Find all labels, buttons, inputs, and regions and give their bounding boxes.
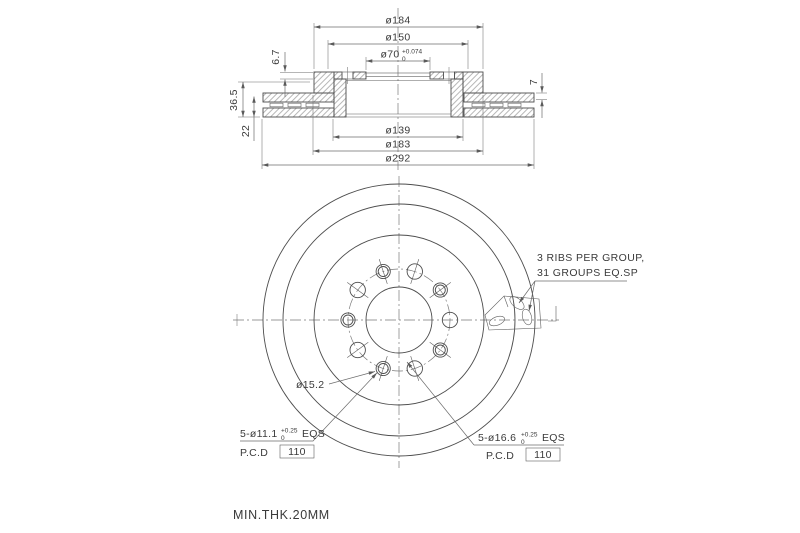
pcd-value-right: 110 xyxy=(534,449,552,461)
dim-hat-step-diameter: ø150 xyxy=(385,31,411,44)
min-thickness-note: MIN.THK.20MM xyxy=(233,508,330,522)
pcd-label-left: P.C.D xyxy=(240,447,269,459)
hat-section xyxy=(314,67,483,117)
vent-rib xyxy=(490,103,503,107)
dim-center-bore: ø70 xyxy=(380,48,400,61)
vent-rib xyxy=(508,103,521,107)
pcd-label-right: P.C.D xyxy=(486,450,515,462)
dim-disc-outer-diameter: ø292 xyxy=(385,152,411,165)
rib-detail xyxy=(485,294,556,330)
dim-hat-outer-diameter: ø184 xyxy=(385,14,411,27)
dim-plate-thickness: 6.7 xyxy=(270,49,282,65)
small-holes-tol-lower: 0 xyxy=(281,435,285,442)
dim-hat-inner-diameter: ø139 xyxy=(385,124,411,137)
large-holes-suffix: EQS xyxy=(542,432,566,444)
friction-plate-right xyxy=(464,93,534,117)
small-holes-label: 5-ø11.1 xyxy=(240,428,278,440)
small-holes-suffix: EQS xyxy=(302,428,326,440)
dim-center-bore-tol-upper: +0.074 xyxy=(402,48,423,56)
vent-rib xyxy=(270,103,283,107)
pcd-value-left: 110 xyxy=(288,446,306,458)
datum-mark xyxy=(548,306,556,321)
dim-hat-outer-bottom-diameter: ø183 xyxy=(385,138,411,151)
large-holes-tol-lower: 0 xyxy=(521,439,525,446)
dim-flange-offset: 7 xyxy=(528,78,540,86)
ribs-note-line2: 31 GROUPS EQ.SP xyxy=(537,267,639,279)
vent-rib xyxy=(306,103,319,107)
dim-overall-height: 36.5 xyxy=(228,89,240,111)
rib xyxy=(488,314,506,327)
vent-rib xyxy=(288,103,301,107)
section-view xyxy=(228,8,547,170)
leader-lines xyxy=(240,281,627,445)
large-holes-tol-upper: +0.25 xyxy=(521,431,538,439)
rib xyxy=(521,308,534,326)
dim-center-bore-tol-lower: 0 xyxy=(402,56,406,63)
small-holes-tol-upper: +0.25 xyxy=(281,427,298,435)
friction-plate-left xyxy=(263,93,334,117)
dim-disc-thickness: 22 xyxy=(240,124,252,138)
front-view xyxy=(233,176,645,468)
dim-counterbore-label: ø15.2 xyxy=(296,379,325,391)
large-holes-label: 5-ø16.6 xyxy=(478,432,517,444)
ribs-note-line1: 3 RIBS PER GROUP, xyxy=(537,252,645,264)
